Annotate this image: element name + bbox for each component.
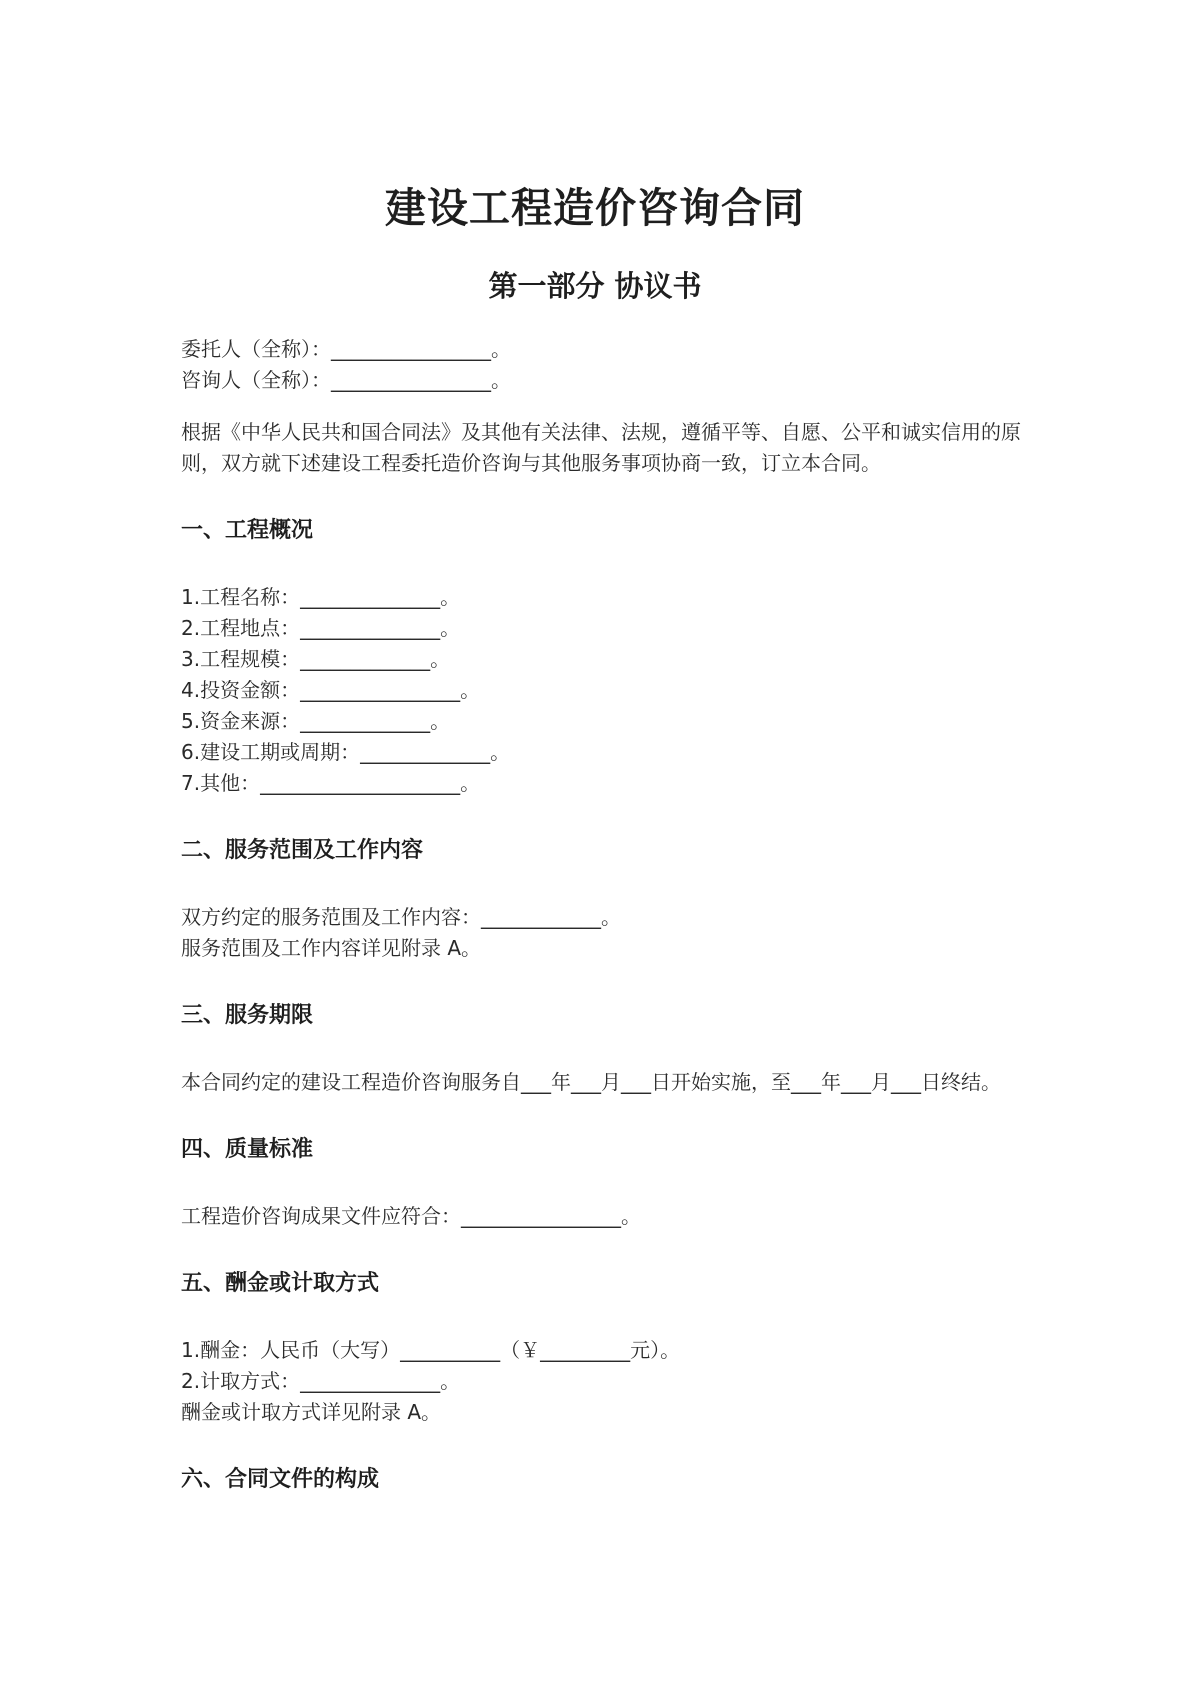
section-heading: 二、服务范围及工作内容 — [181, 838, 424, 863]
section-heading: 三、服务期限 — [181, 1003, 314, 1028]
document-title: 建设工程造价咨询合同 — [385, 184, 805, 232]
project-name-line: 1.工程名称：______________。 — [181, 585, 461, 609]
project-scale-line: 3.工程规模：_____________。 — [181, 647, 451, 671]
remuneration-line: 1.酬金：人民币（大写）__________（￥_________元）。 — [181, 1338, 681, 1362]
service-period-line: 本合同约定的建设工程造价咨询服务自___年___月___日开始实施，至___年___月___日终结。 — [181, 1070, 1001, 1094]
section-heading: 一、工程概况 — [181, 518, 314, 543]
client-party-line: 委托人（全称）：________________。 — [181, 337, 511, 361]
calculation-method-line: 2.计取方式：______________。 — [181, 1369, 461, 1393]
section-heading: 六、合同文件的构成 — [181, 1467, 380, 1492]
section-body — [181, 902, 1021, 964]
section-heading: 五、酬金或计取方式 — [181, 1271, 380, 1296]
intro-paragraph: 根据《中华人民共和国合同法》及其他有关法律、法规，遵循平等、自愿、公平和诚实信用的原则，双方就下述建设工程委托造价咨询与其他服务事项协商一致，订立本合同。 — [181, 420, 1021, 475]
funding-source-line: 5.资金来源：_____________。 — [181, 709, 451, 733]
document-subtitle: 第一部分 协议书 — [488, 269, 702, 303]
section-body — [181, 1201, 1021, 1232]
construction-period-line: 6.建设工期或周期：_____________。 — [181, 740, 511, 764]
section-body — [181, 1067, 1021, 1098]
consultant-party-line: 咨询人（全称）：________________。 — [181, 368, 511, 392]
service-scope-appendix-line: 服务范围及工作内容详见附录 A。 — [181, 936, 482, 960]
section-heading: 四、质量标准 — [181, 1137, 314, 1162]
section-body — [181, 1335, 1021, 1428]
service-scope-line: 双方约定的服务范围及工作内容：____________。 — [181, 905, 621, 929]
remuneration-appendix-line: 酬金或计取方式详见附录 A。 — [181, 1400, 442, 1424]
investment-amount-line: 4.投资金额：________________。 — [181, 678, 481, 702]
project-location-line: 2.工程地点：______________。 — [181, 616, 461, 640]
quality-standard-line: 工程造价咨询成果文件应符合：________________。 — [181, 1204, 641, 1228]
section-body — [181, 582, 1021, 799]
document-body — [181, 334, 1021, 1495]
other-line: 7.其他：____________________。 — [181, 771, 481, 795]
